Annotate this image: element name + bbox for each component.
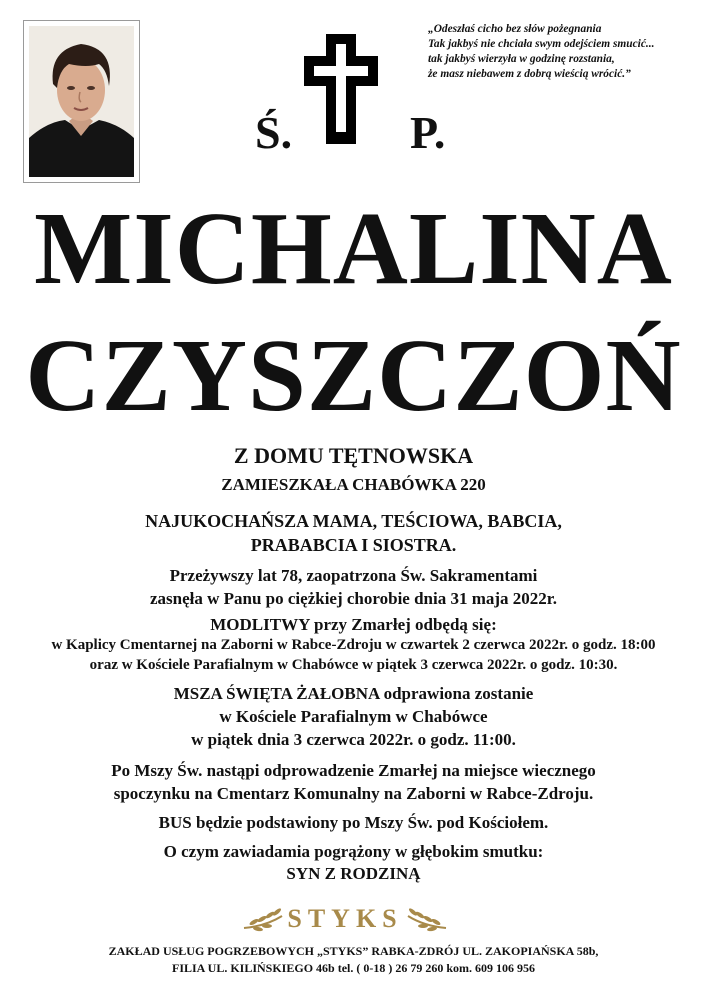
styks-logo [240, 902, 450, 934]
prayers-heading: MODLITWY przy Zmarłej odbędą się: [210, 615, 497, 634]
mass-line-3: w piątek dnia 3 czerwca 2022r. o godz. 11:00. [191, 730, 516, 749]
residence: ZAMIESZKAŁA CHABÓWKA 220 [221, 475, 486, 494]
death-line-1: Przeżywszy lat 78, zaopatrzona Św. Sakramentami [169, 566, 538, 585]
family-line-2: PRABABCIA I SIOSTRA. [250, 535, 457, 555]
maiden-name: Z DOMU TĘTNOWSKA [233, 443, 474, 468]
sp-p-label: P. [410, 107, 446, 158]
death-line-2: zasnęła w Panu po ciężkiej chorobie dnia 31 maja 2022r. [149, 589, 558, 608]
first-name: MICHALINA [34, 191, 673, 306]
logo-text: STYKS [287, 904, 403, 933]
laurel-left-icon [244, 907, 282, 932]
funeral-home-line-2: FILIA UL. KILIŃSKIEGO 46b tel. ( 0-18 ) 26 79 260 kom. 609 106 956 [171, 961, 536, 975]
burial-line-1: Po Mszy Św. nastąpi odprowadzenie Zmarłej na miejsce wiecznego [111, 761, 596, 780]
prayers-line-1: w Kaplicy Cmentarnej na Zaborni w Rabce-Zdroju w czwartek 2 czerwca 2022r. o godz. 18:00 [51, 637, 656, 653]
burial-line-2: spoczynku na Cmentarz Komunalny na Zaborni w Rabce-Zdroju. [113, 784, 594, 803]
quote-line: „Odeszłaś cicho bez słów pożegnania [428, 23, 602, 35]
family-line-1: NAJUKOCHAŃSZA MAMA, TEŚCIOWA, BABCIA, [145, 511, 562, 531]
quote-line: tak jakbyś wierzyła w godzinę rozstania, [428, 53, 615, 65]
portrait-image [29, 26, 134, 177]
quote-line: Tak jakbyś nie chciała swym odejściem smucić... [428, 38, 655, 50]
last-name: CZYSZCZOŃ [25, 318, 682, 433]
quote-line: że masz niebawem z dobrą wieścią wrócić.” [428, 68, 631, 80]
prayers-line-2: oraz w Kościele Parafialnym w Chabówce w piątek 3 czerwca 2022r. o godz. 10:30. [89, 657, 618, 673]
portrait-photo [23, 20, 140, 183]
sp-s-label: Ś. [255, 107, 293, 158]
funeral-home-line-1: ZAKŁAD USŁUG POGRZEBOWYCH „STYKS” RABKA-ZDRÓJ UL. ZAKOPIAŃSKA 58b, [108, 944, 599, 958]
bus-info: BUS będzie podstawiony po Mszy Św. pod Kościołem. [158, 813, 549, 832]
cross-icon [300, 30, 382, 148]
closing-line-2: SYN Z RODZINĄ [286, 864, 421, 883]
closing-line-1: O czym zawiadamia pogrążony w głębokim smutku: [163, 842, 544, 861]
laurel-right-icon [408, 907, 446, 932]
mass-line-2: w Kościele Parafialnym w Chabówce [219, 707, 488, 726]
poem-quote [428, 22, 698, 82]
mass-line-1: MSZA ŚWIĘTA ŻAŁOBNA odprawiona zostanie [173, 684, 534, 703]
